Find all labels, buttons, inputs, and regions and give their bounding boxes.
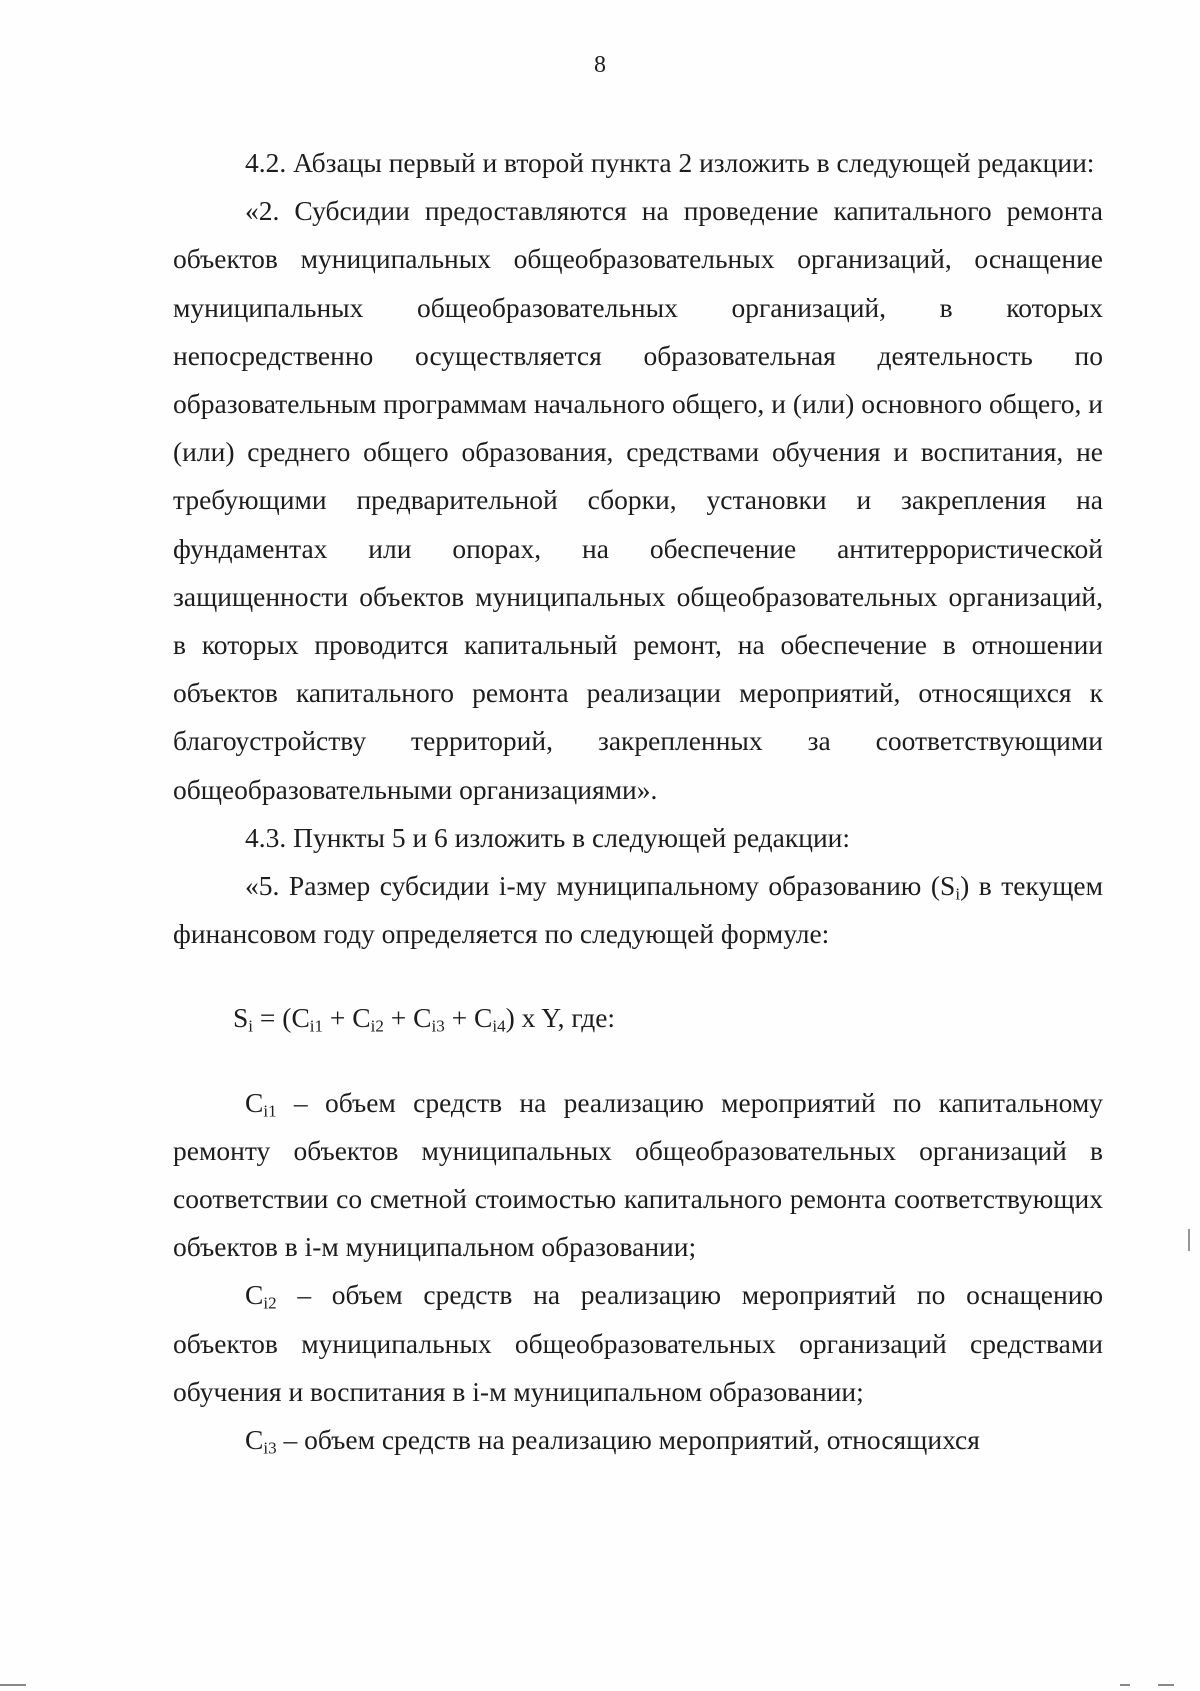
definition-ci2 [173,1271,1103,1416]
definition-text: – объем средств на реализацию мероприятий по оснащению объектов муниципальных общеобразовательных организаций средствами обучения и воспитания в i-м муниципальном образовании; [173,1279,1103,1407]
text-fragment: ) в текущем финансовом году определяется по следующей формуле: [173,870,1103,950]
page-number: 8 [594,52,606,78]
scan-mark [1188,1229,1190,1251]
definition-ci3 [173,1416,1103,1464]
scan-mark [0,1684,26,1686]
subscript: i3 [263,1438,277,1458]
definition-text: – объем средств на реализацию мероприятий по капитальному ремонту объектов муниципальных общеобразовательных организаций в соответствии со сметной стоимостью капитального ремонта соответствующих объектов в i-м муниципальном образовании; [173,1086,1103,1263]
paragraph-subsidy-size [173,862,1103,958]
subscript: i2 [263,1293,277,1313]
subscript: i3 [431,1016,445,1036]
subscript: i [248,1016,254,1036]
formula-term: = (C [253,1002,310,1034]
paragraph-subsidy-purpose: «2. Субсидии предоставляются на проведение капитального ремонта объектов муниципальных общеобразовательных организаций, оснащение муниципальных общеобразовательных организаций, в которых непосредственно осуществляется образовательная деятельность по образовательным программам начального общего, и (или) основного общего, и (или) среднего общего образования, средствами обучения и воспитания, не требующими предварительной сборки, установки и закрепления на фундаментах или опорах, на обеспечение антитеррористической защищенности объектов муниципальных общеобразовательных организаций, в которых проводится капитальный ремонт, на обеспечение в отношении объектов капитального ремонта реализации мероприятий, относящихся к благоустройству территорий, закрепленных за соответствующими общеобразовательными организациями». [173,195,1103,805]
subsidy-formula [173,994,1103,1042]
subscript: i1 [263,1100,277,1120]
scan-mark [1120,1684,1130,1686]
term-label: C [245,1424,264,1456]
term-label: C [245,1086,264,1118]
scan-mark [1158,1684,1174,1686]
term-label: C [245,1279,264,1311]
document-body [173,139,1103,1464]
definition-ci1 [173,1079,1103,1272]
definition-text: – объем средств на реализацию мероприятий, относящихся [276,1424,980,1456]
subscript: i1 [309,1016,324,1036]
formula-term: + C [383,1002,432,1034]
subscript: i4 [492,1016,506,1036]
formula-term: S [233,1002,249,1034]
text-fragment: «5. Размер субсидии i-му муниципальному образованию (S [245,870,956,902]
subscript: i2 [370,1016,384,1036]
paragraph-4-2: 4.2. Абзацы первый и второй пункта 2 изложить в следующей редакции: [245,147,1095,178]
subscript: i [955,884,961,904]
formula-term: + C [323,1002,371,1034]
paragraph-4-3: 4.3. Пункты 5 и 6 изложить в следующей редакции: [245,821,851,853]
formula-term: + C [444,1002,493,1034]
formula-term: ) x Y, где: [505,1002,616,1034]
